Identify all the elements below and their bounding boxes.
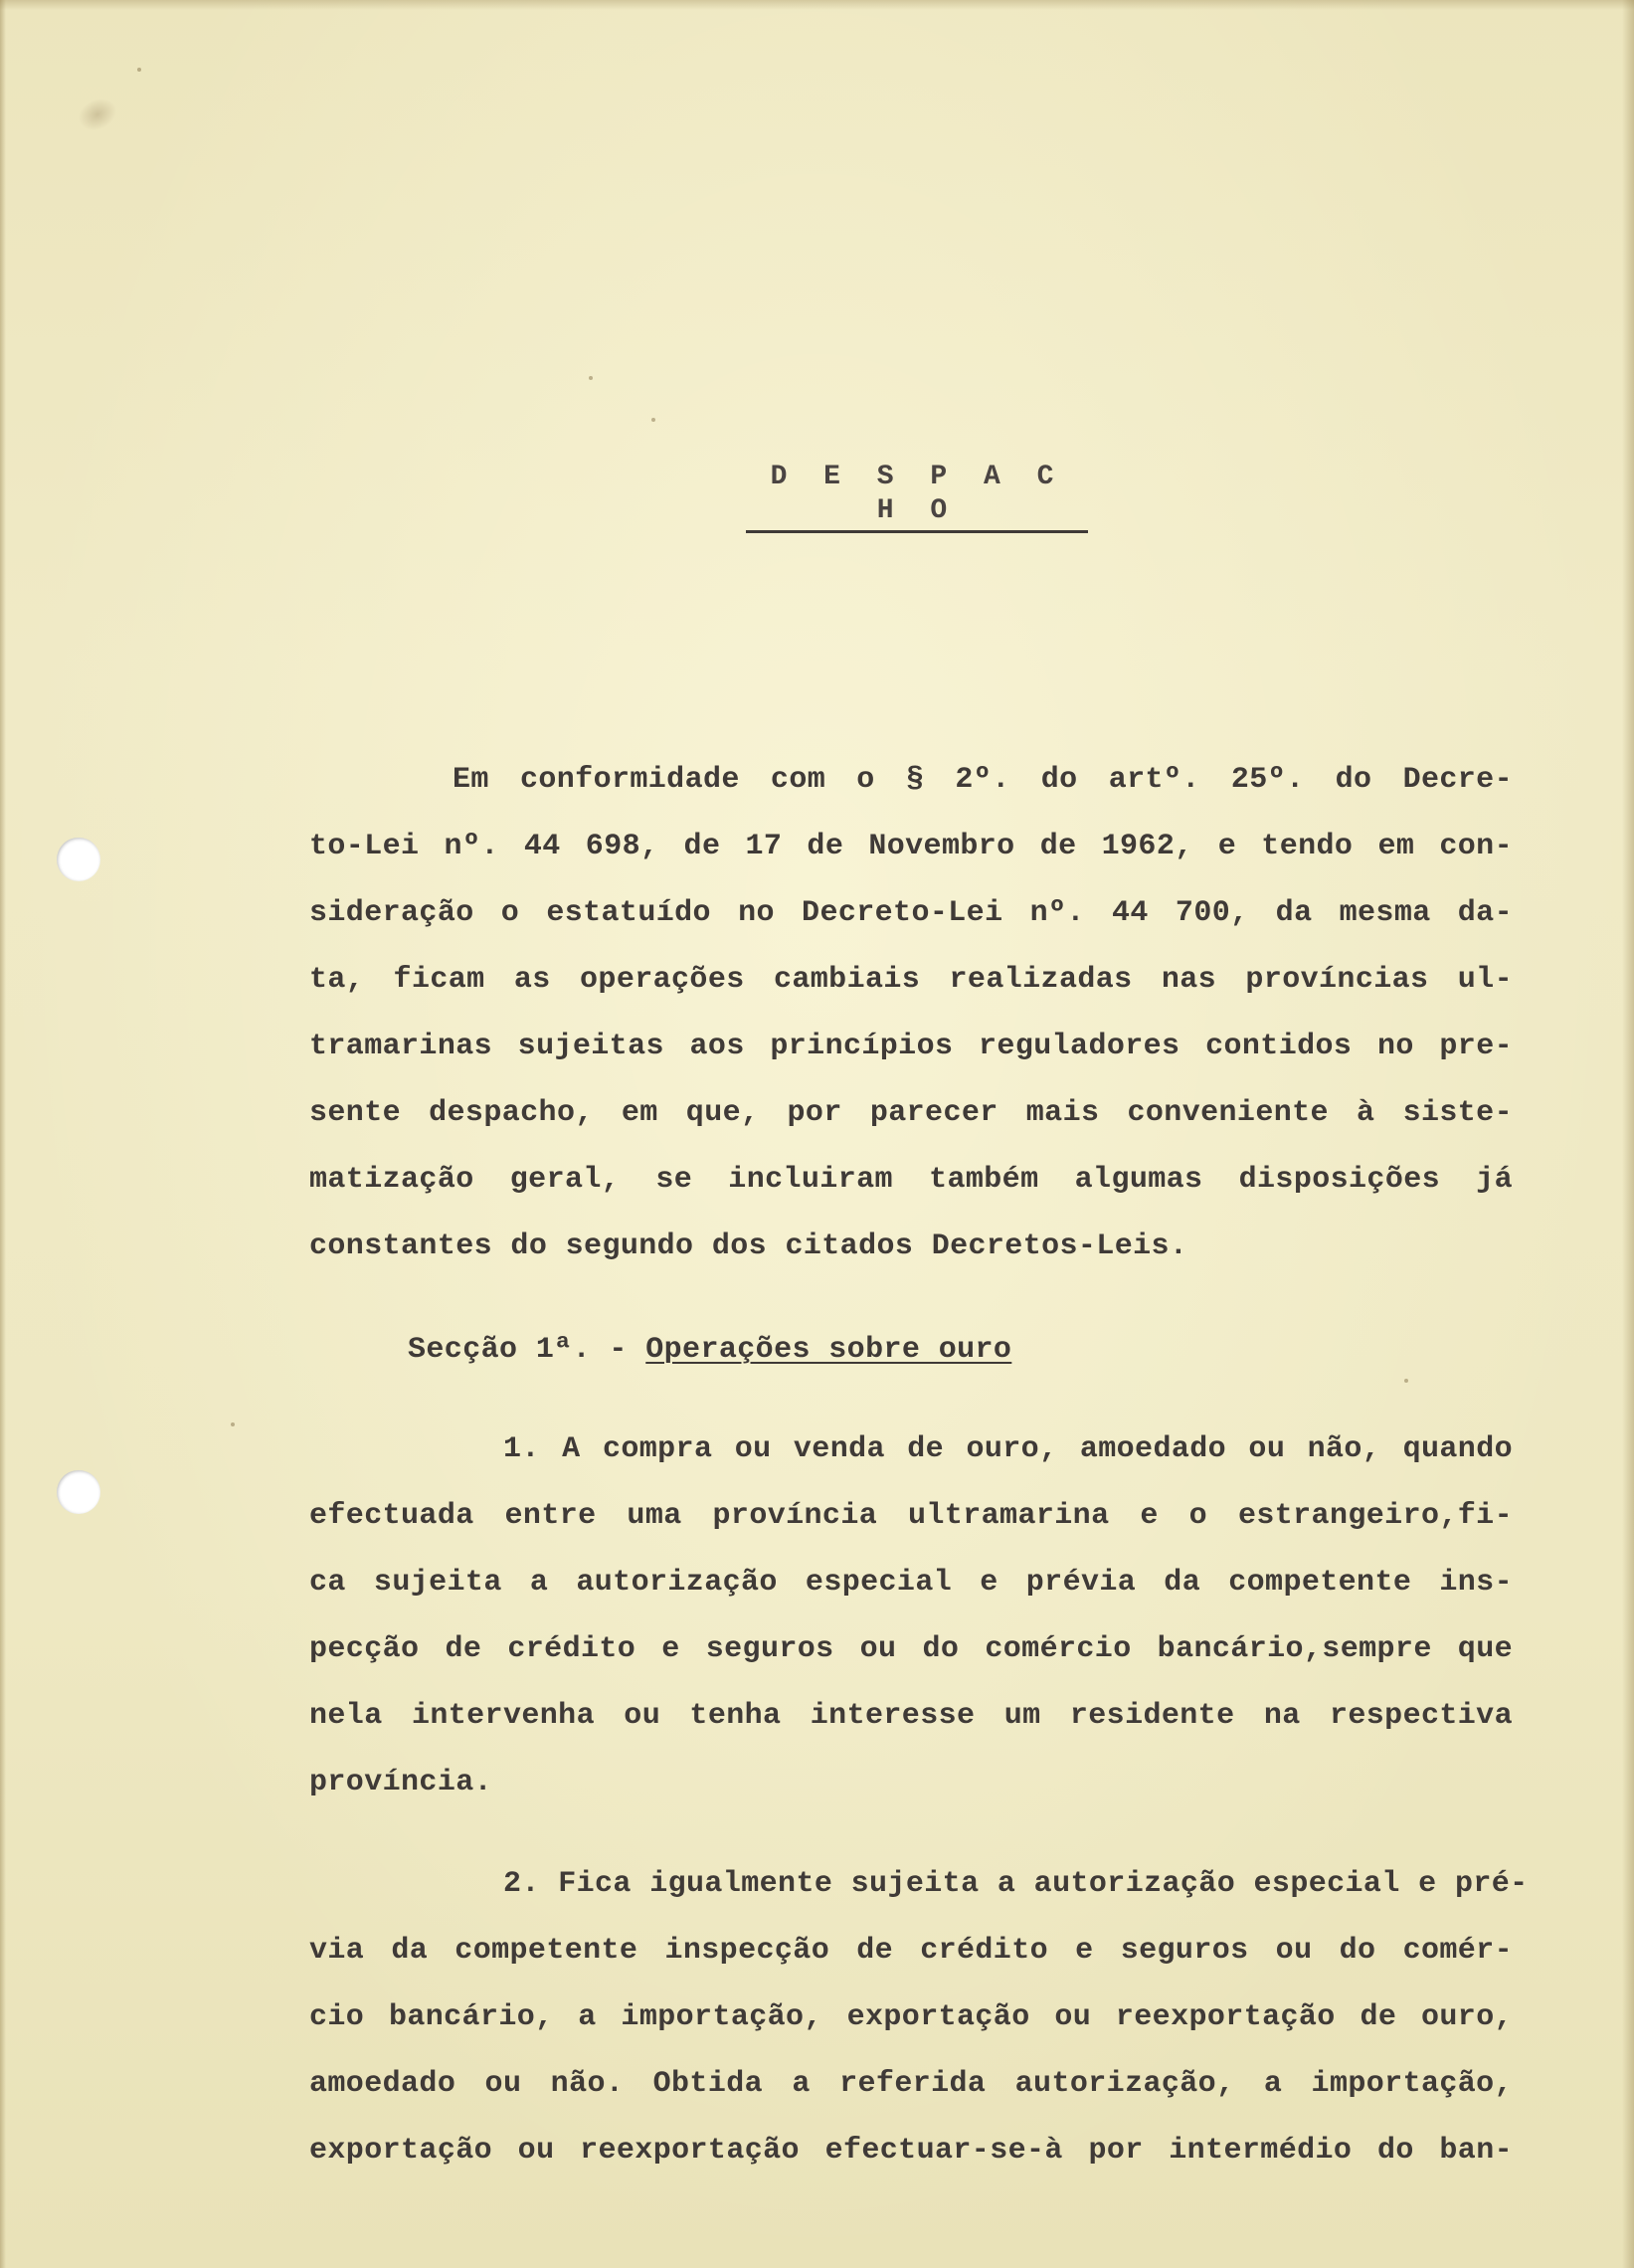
preamble-line: tramarinas sujeitas aos princípios reguladores contidos no pre- <box>309 1030 1513 1063</box>
paper-right-edge <box>1622 0 1634 2268</box>
section-label: Secção 1ª. - <box>408 1333 628 1367</box>
preamble-line: to-Lei nº. 44 698, de 17 de Novembro de 1962, e tendo em con- <box>309 830 1513 863</box>
paragraph-1-line: província. <box>309 1766 493 1799</box>
paper-speck <box>137 68 141 72</box>
preamble-line: sente despacho, em que, por parecer mais conveniente à siste- <box>309 1096 1513 1130</box>
paper-speck <box>589 376 593 380</box>
paragraph-1-line: 1. A compra ou venda de ouro, amoedado ou não, quando <box>503 1432 1513 1466</box>
paragraph-2-line: 2. Fica igualmente sujeita a autorização especial e pré- <box>503 1867 1529 1901</box>
preamble-line: Em conformidade com o § 2º. do artº. 25º. do Decre- <box>453 763 1513 797</box>
section-name: Operações sobre ouro <box>645 1333 1012 1367</box>
punch-hole <box>57 838 100 881</box>
paragraph-1-line: ca sujeita a autorização especial e prévia da competente ins- <box>309 1566 1513 1600</box>
paper-left-edge <box>0 0 6 2268</box>
preamble-line: sideração o estatuído no Decreto-Lei nº. 44 700, da mesma da- <box>309 896 1513 930</box>
paragraph-2-line: exportação ou reexportação efectuar-se-à por intermédio do ban- <box>309 2134 1513 2168</box>
paper-stain <box>74 93 122 136</box>
paragraph-2-line: amoedado ou não. Obtida a referida autorização, a importação, <box>309 2067 1513 2101</box>
preamble-line: ta, ficam as operações cambiais realizadas nas províncias ul- <box>309 963 1513 997</box>
paragraph-1-line: pecção de crédito e seguros ou do comércio bancário,sempre que <box>309 1632 1513 1666</box>
paper-speck <box>1404 1379 1408 1383</box>
paragraph-1-line: nela intervenha ou tenha interesse um residente na respectiva <box>309 1699 1513 1733</box>
paper-speck <box>231 1422 235 1426</box>
section-heading <box>408 1330 1011 1370</box>
paragraph-2-line: cio bancário, a importação, exportação ou reexportação de ouro, <box>309 2000 1513 2034</box>
preamble-line: constantes do segundo dos citados Decretos-Leis. <box>309 1229 1188 1263</box>
document-title: D E S P A C H O <box>746 461 1088 533</box>
paper-speck <box>651 418 655 422</box>
paragraph-2-line: via da competente inspecção de crédito e seguros ou do comér- <box>309 1934 1513 1968</box>
preamble-line: matização geral, se incluiram também algumas disposições já <box>309 1163 1513 1197</box>
paper-top-edge <box>0 0 1634 10</box>
paragraph-1-line: efectuada entre uma província ultramarina e o estrangeiro,fi- <box>309 1499 1513 1533</box>
punch-hole <box>57 1470 100 1514</box>
